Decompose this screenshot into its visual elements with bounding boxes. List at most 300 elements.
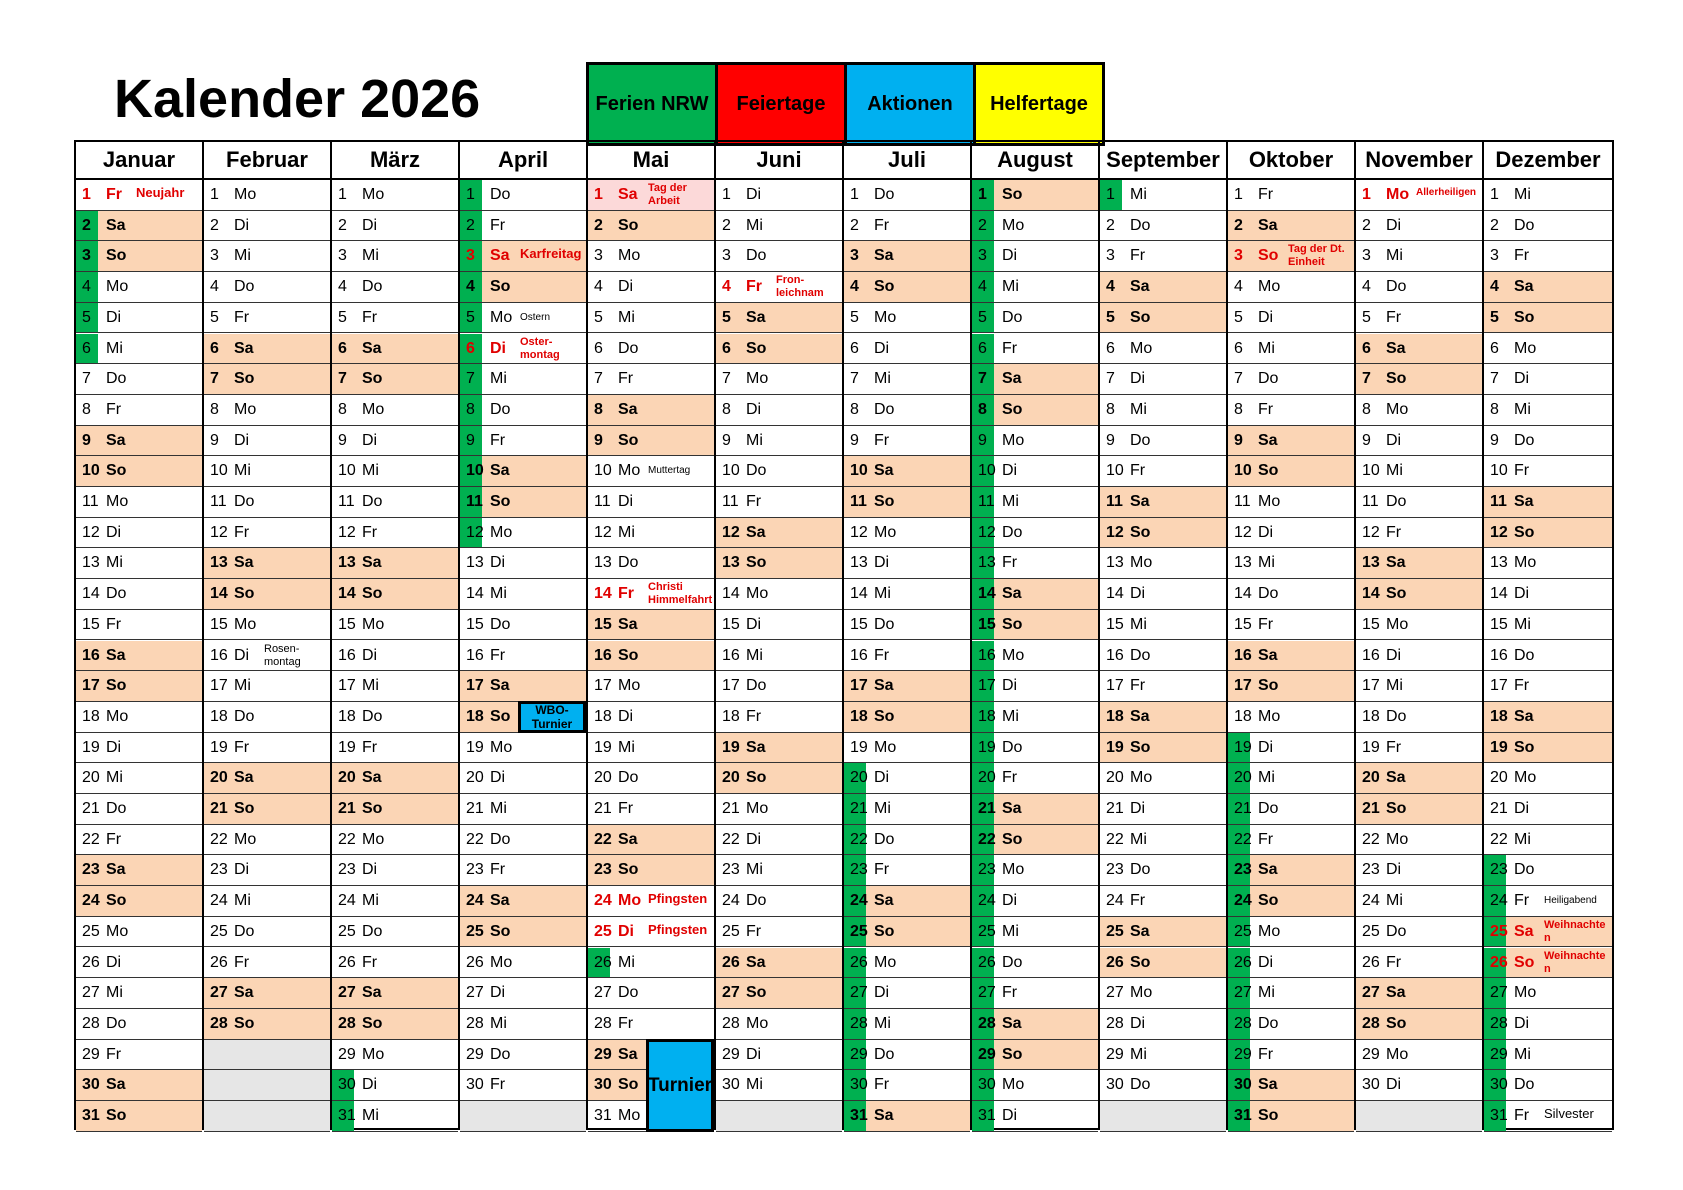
day-cell[interactable]: [844, 303, 970, 334]
day-cell[interactable]: [972, 948, 1098, 979]
day-cell[interactable]: [204, 641, 330, 672]
day-cell[interactable]: [204, 948, 330, 979]
day-cell[interactable]: [716, 886, 842, 917]
day-cell[interactable]: [716, 855, 842, 886]
day-cell[interactable]: [1100, 948, 1226, 979]
day-cell[interactable]: [1228, 641, 1354, 672]
day-cell[interactable]: [972, 794, 1098, 825]
day-cell[interactable]: [76, 426, 202, 457]
day-cell[interactable]: [204, 395, 330, 426]
day-cell[interactable]: [460, 426, 586, 457]
day-cell[interactable]: [716, 272, 842, 303]
day-cell[interactable]: [460, 917, 586, 948]
day-cell[interactable]: [1356, 702, 1482, 733]
day-cell[interactable]: [76, 641, 202, 672]
day-cell[interactable]: [332, 1040, 458, 1071]
day-cell[interactable]: [460, 303, 586, 334]
day-cell[interactable]: [844, 548, 970, 579]
day-cell[interactable]: [844, 180, 970, 211]
day-cell[interactable]: [1484, 702, 1612, 733]
day-cell[interactable]: [588, 794, 714, 825]
day-cell[interactable]: [1356, 487, 1482, 518]
day-cell[interactable]: [1484, 395, 1612, 426]
day-cell[interactable]: [588, 917, 714, 948]
day-cell[interactable]: [844, 702, 970, 733]
day-cell[interactable]: [844, 763, 970, 794]
day-cell[interactable]: [844, 671, 970, 702]
day-cell[interactable]: [1100, 1009, 1226, 1040]
day-cell[interactable]: [1356, 917, 1482, 948]
day-cell[interactable]: [1484, 733, 1612, 764]
day-cell[interactable]: [1484, 180, 1612, 211]
day-cell[interactable]: [588, 855, 714, 886]
day-cell[interactable]: [972, 456, 1098, 487]
day-cell[interactable]: [716, 579, 842, 610]
day-cell[interactable]: [1228, 518, 1354, 549]
day-cell[interactable]: [460, 763, 586, 794]
day-cell[interactable]: [972, 702, 1098, 733]
day-cell[interactable]: [76, 794, 202, 825]
day-cell[interactable]: [332, 825, 458, 856]
day-cell[interactable]: [972, 211, 1098, 242]
day-cell[interactable]: [588, 487, 714, 518]
day-cell[interactable]: [204, 733, 330, 764]
day-cell[interactable]: [1100, 825, 1226, 856]
day-cell[interactable]: [972, 579, 1098, 610]
day-cell[interactable]: [844, 855, 970, 886]
day-cell[interactable]: [844, 917, 970, 948]
day-cell[interactable]: [1484, 978, 1612, 1009]
day-cell[interactable]: [1228, 487, 1354, 518]
day-cell[interactable]: [588, 825, 714, 856]
day-cell[interactable]: [1484, 641, 1612, 672]
day-cell[interactable]: [460, 978, 586, 1009]
day-cell[interactable]: [76, 671, 202, 702]
day-cell[interactable]: [716, 1009, 842, 1040]
day-cell[interactable]: [588, 395, 714, 426]
day-cell[interactable]: [716, 610, 842, 641]
day-cell[interactable]: [204, 211, 330, 242]
day-cell[interactable]: [460, 334, 586, 365]
day-cell[interactable]: [76, 855, 202, 886]
day-cell[interactable]: [76, 1040, 202, 1071]
day-cell[interactable]: [1228, 702, 1354, 733]
day-cell[interactable]: [460, 1070, 586, 1101]
day-cell[interactable]: [1100, 671, 1226, 702]
day-cell[interactable]: [1100, 733, 1226, 764]
day-cell[interactable]: [1228, 548, 1354, 579]
day-cell[interactable]: [76, 733, 202, 764]
day-cell[interactable]: [332, 364, 458, 395]
day-cell[interactable]: [332, 978, 458, 1009]
day-cell[interactable]: [1484, 948, 1612, 979]
day-cell[interactable]: [332, 548, 458, 579]
day-cell[interactable]: [972, 426, 1098, 457]
day-cell[interactable]: [1356, 671, 1482, 702]
day-cell[interactable]: [1356, 855, 1482, 886]
day-cell[interactable]: [204, 364, 330, 395]
day-cell[interactable]: [588, 548, 714, 579]
day-cell[interactable]: [844, 426, 970, 457]
day-cell[interactable]: [460, 487, 586, 518]
day-cell[interactable]: [588, 518, 714, 549]
day-cell[interactable]: [1484, 794, 1612, 825]
day-cell[interactable]: [1356, 518, 1482, 549]
day-cell[interactable]: [1100, 978, 1226, 1009]
day-cell[interactable]: [972, 610, 1098, 641]
day-cell[interactable]: [588, 886, 714, 917]
day-cell[interactable]: [972, 763, 1098, 794]
day-cell[interactable]: [460, 886, 586, 917]
day-cell[interactable]: [332, 334, 458, 365]
day-cell[interactable]: [1100, 886, 1226, 917]
day-cell[interactable]: [972, 303, 1098, 334]
day-cell[interactable]: [1100, 579, 1226, 610]
day-cell[interactable]: [204, 702, 330, 733]
day-cell[interactable]: [332, 641, 458, 672]
day-cell[interactable]: [1356, 180, 1482, 211]
day-cell[interactable]: [716, 1040, 842, 1071]
day-cell[interactable]: [844, 1101, 970, 1132]
day-cell[interactable]: [204, 303, 330, 334]
day-cell[interactable]: [332, 211, 458, 242]
day-cell[interactable]: [76, 825, 202, 856]
day-cell[interactable]: [972, 978, 1098, 1009]
day-cell[interactable]: [588, 763, 714, 794]
day-cell[interactable]: [844, 487, 970, 518]
day-cell[interactable]: [332, 579, 458, 610]
day-cell[interactable]: [716, 794, 842, 825]
day-cell[interactable]: [844, 364, 970, 395]
day-cell[interactable]: [76, 456, 202, 487]
day-cell[interactable]: [1228, 272, 1354, 303]
day-cell[interactable]: [1228, 763, 1354, 794]
day-cell[interactable]: [1484, 825, 1612, 856]
day-cell[interactable]: [332, 886, 458, 917]
day-cell[interactable]: [1100, 794, 1226, 825]
day-cell[interactable]: [716, 763, 842, 794]
day-cell[interactable]: [716, 518, 842, 549]
day-cell[interactable]: [972, 395, 1098, 426]
day-cell[interactable]: [588, 641, 714, 672]
day-cell[interactable]: [1228, 886, 1354, 917]
day-cell[interactable]: [1356, 579, 1482, 610]
day-cell[interactable]: [1100, 426, 1226, 457]
day-cell[interactable]: [844, 978, 970, 1009]
day-cell[interactable]: [716, 948, 842, 979]
day-cell[interactable]: [1356, 763, 1482, 794]
day-cell[interactable]: [1484, 364, 1612, 395]
day-cell[interactable]: [76, 518, 202, 549]
day-cell[interactable]: [332, 426, 458, 457]
day-cell[interactable]: [1100, 364, 1226, 395]
day-cell[interactable]: [204, 241, 330, 272]
day-cell[interactable]: [1228, 334, 1354, 365]
day-cell[interactable]: [76, 610, 202, 641]
day-cell[interactable]: [716, 426, 842, 457]
day-cell[interactable]: [1100, 487, 1226, 518]
day-cell[interactable]: [332, 855, 458, 886]
day-cell[interactable]: [588, 702, 714, 733]
day-cell[interactable]: [588, 948, 714, 979]
day-cell[interactable]: [332, 702, 458, 733]
day-cell[interactable]: [1484, 886, 1612, 917]
day-cell[interactable]: [1484, 426, 1612, 457]
day-cell[interactable]: [332, 456, 458, 487]
day-cell[interactable]: [1100, 334, 1226, 365]
day-cell[interactable]: [1100, 1040, 1226, 1071]
day-cell[interactable]: [1228, 1009, 1354, 1040]
day-cell[interactable]: [716, 702, 842, 733]
day-cell[interactable]: [1228, 855, 1354, 886]
day-cell[interactable]: [76, 272, 202, 303]
day-cell[interactable]: [844, 1070, 970, 1101]
day-cell[interactable]: [460, 794, 586, 825]
day-cell[interactable]: [716, 917, 842, 948]
day-cell[interactable]: [1484, 763, 1612, 794]
day-cell[interactable]: [716, 487, 842, 518]
day-cell[interactable]: [204, 487, 330, 518]
day-cell[interactable]: [1484, 1040, 1612, 1071]
day-cell[interactable]: [588, 610, 714, 641]
day-cell[interactable]: [332, 241, 458, 272]
day-cell[interactable]: [1100, 1070, 1226, 1101]
day-cell[interactable]: [76, 211, 202, 242]
day-cell[interactable]: [844, 610, 970, 641]
day-cell[interactable]: [460, 364, 586, 395]
day-cell[interactable]: [204, 825, 330, 856]
day-cell[interactable]: [1356, 825, 1482, 856]
day-cell[interactable]: [972, 641, 1098, 672]
day-cell[interactable]: [844, 334, 970, 365]
day-cell[interactable]: [972, 1070, 1098, 1101]
day-cell[interactable]: [972, 855, 1098, 886]
day-cell[interactable]: [204, 886, 330, 917]
day-cell[interactable]: [1228, 364, 1354, 395]
event-turnier[interactable]: Turnier: [646, 1039, 714, 1132]
day-cell[interactable]: [1356, 794, 1482, 825]
day-cell[interactable]: [1356, 978, 1482, 1009]
day-cell[interactable]: [972, 487, 1098, 518]
day-cell[interactable]: [1228, 948, 1354, 979]
day-cell[interactable]: [972, 518, 1098, 549]
day-cell[interactable]: [716, 733, 842, 764]
day-cell[interactable]: [332, 272, 458, 303]
day-cell[interactable]: [1100, 395, 1226, 426]
day-cell[interactable]: [716, 180, 842, 211]
day-cell[interactable]: [972, 548, 1098, 579]
day-cell[interactable]: [972, 272, 1098, 303]
day-cell[interactable]: [76, 303, 202, 334]
day-cell[interactable]: [844, 1009, 970, 1040]
day-cell[interactable]: [1228, 794, 1354, 825]
day-cell[interactable]: [588, 211, 714, 242]
day-cell[interactable]: [716, 395, 842, 426]
day-cell[interactable]: [1228, 579, 1354, 610]
day-cell[interactable]: [332, 948, 458, 979]
day-cell[interactable]: [972, 1009, 1098, 1040]
day-cell[interactable]: [1100, 180, 1226, 211]
day-cell[interactable]: [1100, 702, 1226, 733]
day-cell[interactable]: [1100, 518, 1226, 549]
day-cell[interactable]: [76, 487, 202, 518]
day-cell[interactable]: [1356, 272, 1482, 303]
day-cell[interactable]: [972, 1040, 1098, 1071]
day-cell[interactable]: [1100, 303, 1226, 334]
day-cell[interactable]: [460, 610, 586, 641]
day-cell[interactable]: [1484, 1101, 1612, 1132]
day-cell[interactable]: [1484, 241, 1612, 272]
day-cell[interactable]: [972, 334, 1098, 365]
day-cell[interactable]: [204, 978, 330, 1009]
day-cell[interactable]: [332, 763, 458, 794]
day-cell[interactable]: [1484, 272, 1612, 303]
day-cell[interactable]: [972, 917, 1098, 948]
day-cell[interactable]: [1484, 579, 1612, 610]
day-cell[interactable]: [1356, 1009, 1482, 1040]
day-cell[interactable]: [1228, 978, 1354, 1009]
day-cell[interactable]: [1228, 610, 1354, 641]
day-cell[interactable]: [460, 1040, 586, 1071]
day-cell[interactable]: [204, 671, 330, 702]
day-cell[interactable]: [588, 456, 714, 487]
day-cell[interactable]: [844, 886, 970, 917]
day-cell[interactable]: [844, 272, 970, 303]
day-cell[interactable]: [76, 948, 202, 979]
day-cell[interactable]: [460, 579, 586, 610]
day-cell[interactable]: [76, 763, 202, 794]
day-cell[interactable]: [1228, 917, 1354, 948]
day-cell[interactable]: [76, 241, 202, 272]
day-cell[interactable]: [1484, 1009, 1612, 1040]
day-cell[interactable]: [588, 303, 714, 334]
day-cell[interactable]: [588, 334, 714, 365]
day-cell[interactable]: [204, 794, 330, 825]
day-cell[interactable]: [1228, 303, 1354, 334]
day-cell[interactable]: [1228, 180, 1354, 211]
day-cell[interactable]: [1484, 1070, 1612, 1101]
day-cell[interactable]: [460, 948, 586, 979]
day-cell[interactable]: [460, 733, 586, 764]
day-cell[interactable]: [76, 1009, 202, 1040]
day-cell[interactable]: [1228, 1070, 1354, 1101]
day-cell[interactable]: [1484, 917, 1612, 948]
day-cell[interactable]: [1228, 241, 1354, 272]
day-cell[interactable]: [1100, 241, 1226, 272]
day-cell[interactable]: [588, 364, 714, 395]
day-cell[interactable]: [1100, 763, 1226, 794]
day-cell[interactable]: [1356, 1070, 1482, 1101]
day-cell[interactable]: [1484, 610, 1612, 641]
day-cell[interactable]: [1100, 211, 1226, 242]
day-cell[interactable]: [1484, 303, 1612, 334]
day-cell[interactable]: [1100, 610, 1226, 641]
day-cell[interactable]: [1484, 518, 1612, 549]
day-cell[interactable]: [204, 272, 330, 303]
day-cell[interactable]: [76, 917, 202, 948]
day-cell[interactable]: [588, 671, 714, 702]
day-cell[interactable]: [716, 303, 842, 334]
day-cell[interactable]: [460, 671, 586, 702]
day-cell[interactable]: [1228, 1040, 1354, 1071]
day-cell[interactable]: [844, 456, 970, 487]
day-cell[interactable]: [204, 456, 330, 487]
day-cell[interactable]: [844, 518, 970, 549]
day-cell[interactable]: [716, 825, 842, 856]
day-cell[interactable]: [1484, 487, 1612, 518]
day-cell[interactable]: [972, 671, 1098, 702]
day-cell[interactable]: [844, 579, 970, 610]
day-cell[interactable]: [1228, 426, 1354, 457]
day-cell[interactable]: [716, 241, 842, 272]
day-cell[interactable]: [1100, 456, 1226, 487]
day-cell[interactable]: [1100, 548, 1226, 579]
day-cell[interactable]: [76, 548, 202, 579]
day-cell[interactable]: [332, 1009, 458, 1040]
day-cell[interactable]: [972, 180, 1098, 211]
day-cell[interactable]: [844, 825, 970, 856]
day-cell[interactable]: [1356, 733, 1482, 764]
day-cell[interactable]: [76, 334, 202, 365]
day-cell[interactable]: [1100, 641, 1226, 672]
day-cell[interactable]: [460, 456, 586, 487]
day-cell[interactable]: [460, 548, 586, 579]
day-cell[interactable]: [76, 579, 202, 610]
day-cell[interactable]: [1356, 456, 1482, 487]
day-cell[interactable]: [972, 886, 1098, 917]
day-cell[interactable]: [972, 1101, 1098, 1132]
day-cell[interactable]: [204, 917, 330, 948]
day-cell[interactable]: [460, 1009, 586, 1040]
day-cell[interactable]: [1356, 548, 1482, 579]
day-cell[interactable]: [844, 211, 970, 242]
day-cell[interactable]: [716, 671, 842, 702]
day-cell[interactable]: [1356, 1040, 1482, 1071]
day-cell[interactable]: [1484, 211, 1612, 242]
day-cell[interactable]: [844, 794, 970, 825]
day-cell[interactable]: [76, 395, 202, 426]
day-cell[interactable]: [332, 487, 458, 518]
day-cell[interactable]: [716, 456, 842, 487]
day-cell[interactable]: [1228, 825, 1354, 856]
day-cell[interactable]: [1356, 303, 1482, 334]
day-cell[interactable]: [1356, 211, 1482, 242]
day-cell[interactable]: [1228, 456, 1354, 487]
day-cell[interactable]: [1484, 548, 1612, 579]
day-cell[interactable]: [204, 1009, 330, 1040]
day-cell[interactable]: [1484, 671, 1612, 702]
day-cell[interactable]: [1100, 272, 1226, 303]
day-cell[interactable]: [972, 733, 1098, 764]
day-cell[interactable]: [332, 794, 458, 825]
day-cell[interactable]: [1228, 671, 1354, 702]
day-cell[interactable]: [460, 395, 586, 426]
day-cell[interactable]: [588, 579, 714, 610]
day-cell[interactable]: [332, 303, 458, 334]
day-cell[interactable]: [1356, 641, 1482, 672]
event-wboturnier[interactable]: WBO- Turnier: [518, 701, 586, 733]
day-cell[interactable]: [1484, 855, 1612, 886]
day-cell[interactable]: [1484, 456, 1612, 487]
day-cell[interactable]: [716, 364, 842, 395]
day-cell[interactable]: [204, 855, 330, 886]
day-cell[interactable]: [204, 426, 330, 457]
day-cell[interactable]: [76, 1070, 202, 1101]
day-cell[interactable]: [972, 364, 1098, 395]
day-cell[interactable]: [844, 948, 970, 979]
day-cell[interactable]: [844, 241, 970, 272]
day-cell[interactable]: [1228, 395, 1354, 426]
